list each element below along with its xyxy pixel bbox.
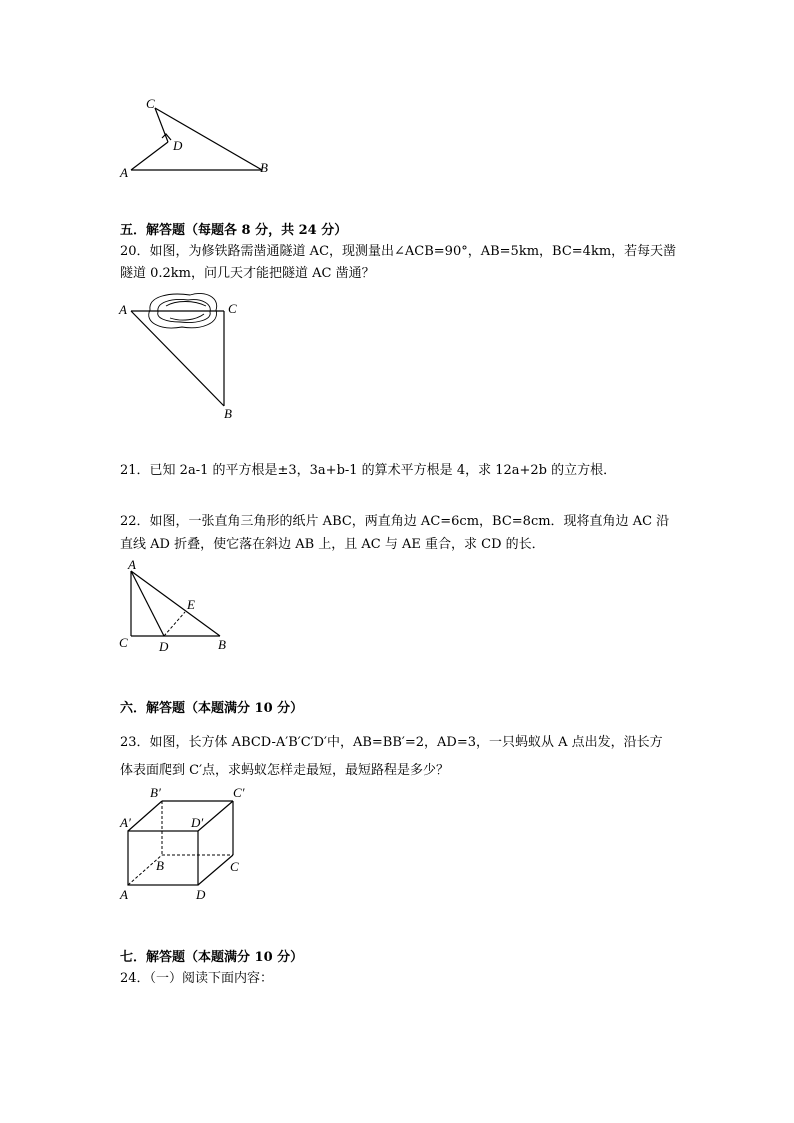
question-20-line2: 隧道 0.2km，问几天才能把隧道 AC 凿通？ <box>120 266 375 281</box>
point-label-a: A <box>119 302 127 317</box>
section-heading-6: 六．解答题（本题满分 10 分） <box>120 701 304 716</box>
section-heading-5: 五．解答题（每题各 8 分，共 24 分） <box>120 223 348 238</box>
point-label-a: A <box>120 165 128 180</box>
point-label-b: B <box>156 858 164 873</box>
point-label-b-prime: B′ <box>150 785 161 800</box>
question-22-line1: 22．如图，一张直角三角形的纸片 ABC，两直角边 AC=6cm，BC=8cm．现将直角边 AC 沿 <box>120 514 670 529</box>
point-label-b: B <box>260 160 268 175</box>
point-label-a: A <box>128 557 136 572</box>
point-label-a-prime: A′ <box>120 815 131 830</box>
point-label-c: C <box>146 96 155 111</box>
point-label-b: B <box>224 406 232 421</box>
point-label-c: C <box>230 859 239 874</box>
question-22-line2: 直线 AD 折叠，使它落在斜边 AB 上，且 AC 与 AE 重合，求 CD 的长． <box>120 537 545 552</box>
question-24-line1: 24．（一）阅读下面内容： <box>120 971 274 986</box>
question-21-line1: 21．已知 2a-1 的平方根是±3，3a+b-1 的算术平方根是 4，求 12a+2b 的立方根． <box>120 463 617 478</box>
point-label-d: D <box>196 887 206 902</box>
question-20-line1: 20．如图，为修铁路需凿通隧道 AC，现测量出∠ACB=90°，AB=5km，BC=4km，若每天凿 <box>120 244 677 259</box>
point-label-b: B <box>218 637 226 652</box>
point-label-c: C <box>119 635 128 650</box>
point-label-e: E <box>187 597 195 612</box>
point-label-d: D <box>173 138 183 153</box>
point-label-c: C <box>228 301 237 316</box>
question-23-line1: 23．如图，长方体 ABCD-A′B′C′D′中，AB=BB′=2，AD=3，一只蚂蚁从 A 点出发，沿长方 <box>120 735 663 750</box>
point-label-a: A <box>120 887 128 902</box>
question-23-line2: 体表面爬到 C′点，求蚂蚁怎样走最短，最短路程是多少？ <box>120 763 450 778</box>
section-heading-7: 七．解答题（本题满分 10 分） <box>120 950 304 965</box>
point-label-d: D <box>159 639 169 654</box>
point-label-d-prime: D′ <box>191 815 204 830</box>
point-label-c-prime: C′ <box>233 785 245 800</box>
